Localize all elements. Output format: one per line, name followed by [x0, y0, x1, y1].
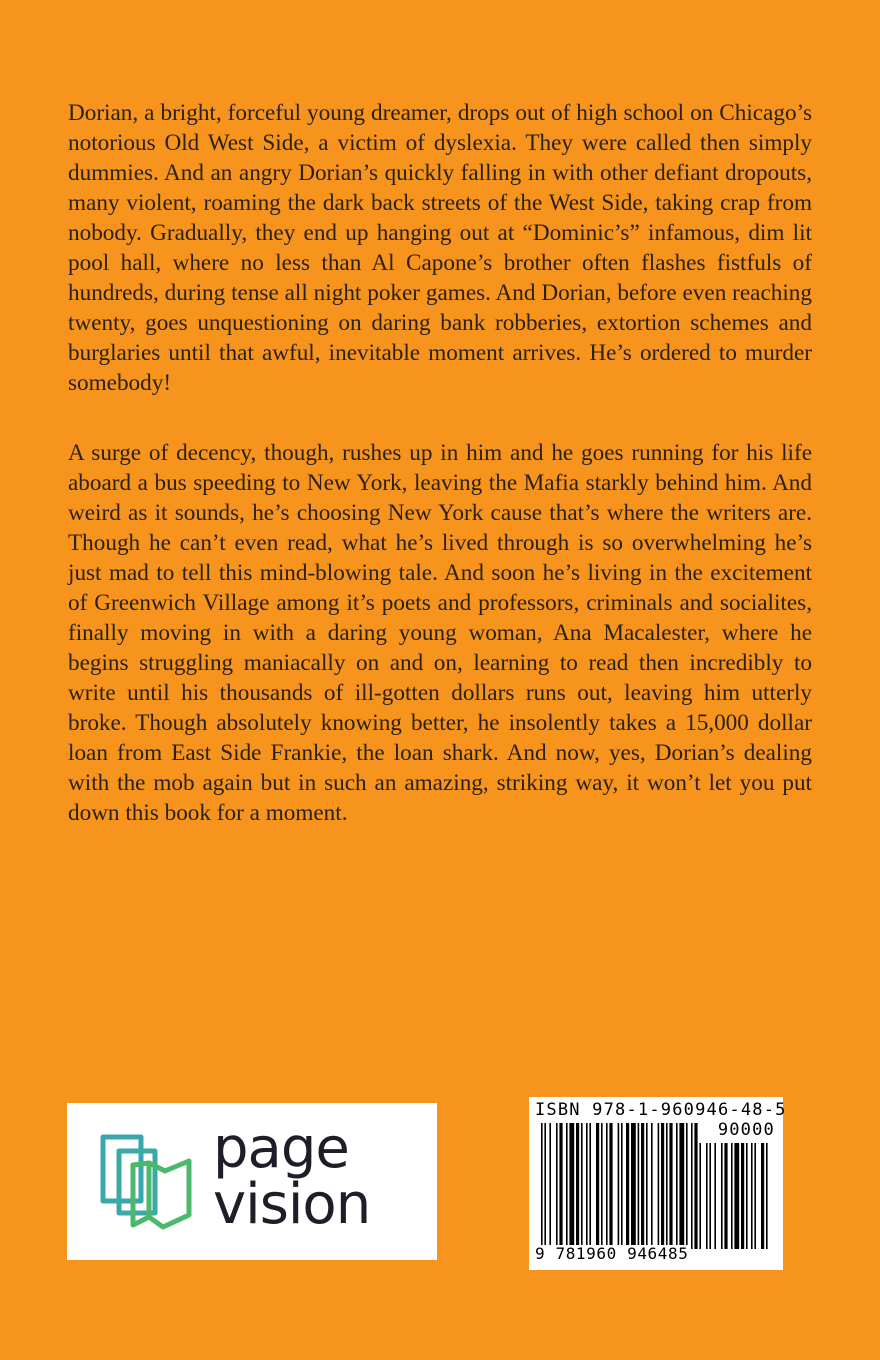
barcode-bar — [658, 1123, 660, 1249]
blurb-paragraph-1: Dorian, a bright, forceful young dreamer, drops out of high school on Chicago’s notorious Old West Side, a victim of dyslexia. They were called then simply dummies. And an angry Dorian’s quickly falling in with other defiant dropouts, many violent, roaming the dark back streets of the West Side, taking crap from nobody. Gradually, they end up hanging out at “Dominic’s” infamous, dim lit pool hall, where no less than Al Capone’s brother often flashes fistfuls of hundreds, during tense all night poker games. And Dorian, before even reaching twenty, goes unquestioning on daring bank robberies, extortion schemes and burglaries until that awful, inevitable moment arrives. He’s ordered to murder somebody! — [68, 100, 812, 396]
barcode-bar — [751, 1143, 753, 1249]
barcode-bar — [699, 1143, 701, 1249]
barcode-bar — [581, 1123, 583, 1249]
publisher-logo — [67, 1103, 437, 1260]
barcode-bar — [709, 1143, 711, 1249]
barcode-bar — [596, 1123, 599, 1249]
barcode-bar — [646, 1123, 648, 1249]
barcode-bar — [651, 1123, 653, 1249]
blurb-paragraph-2: A surge of decency, though, rushes up in him and he goes running for his life aboard a bus speeding to New York, leaving the Mafia starkly behind him. And weird as it sounds, he’s choosing New York cause that’s where the writers are. Though he can’t even read, what he’s lived through is so overwhelming he’s just mad to tell this mind-blowing tale. And soon he’s living in the excitement of Greenwich Village among it’s poets and professors, criminals and socialites, finally moving in with a daring young woman, Ana Macalester, where he begins struggling maniacally on and on, learning to read then incredibly to write until his thousands of ill-gotten dollars runs out, leaving him utterly broke. Though absolutely knowing better, he insolently takes a 15,000 dollar loan from East Side Frankie, the loan shark. And now, yes, Dorian’s dealing with the mob again but in such an amazing, striking way, it won’t let you put down this book for a moment. — [68, 440, 812, 826]
barcode-bar — [714, 1143, 716, 1249]
isbn-label: ISBN 978-1-960946-48-5 — [535, 1100, 787, 1120]
barcode-bar — [556, 1123, 558, 1249]
barcode-bar — [724, 1143, 727, 1249]
back-cover-blurb — [68, 98, 812, 868]
barcode-bar — [576, 1123, 579, 1249]
barcode-bar — [666, 1123, 668, 1249]
barcode-bar — [676, 1123, 678, 1249]
barcode-bar — [621, 1123, 623, 1249]
price-addon: 90000 — [717, 1120, 775, 1140]
barcode-bar — [541, 1123, 543, 1249]
barcode-bar — [544, 1123, 546, 1249]
barcode-bar — [631, 1123, 636, 1249]
barcode-bar — [609, 1123, 612, 1249]
publisher-name — [213, 1116, 371, 1237]
barcode-bar — [638, 1123, 640, 1249]
barcode-bar — [618, 1123, 620, 1249]
barcode-bar — [601, 1123, 603, 1249]
barcode-bar — [589, 1123, 591, 1249]
barcode-bar — [694, 1123, 697, 1249]
barcode-bar — [586, 1123, 588, 1249]
barcode-bar — [566, 1123, 568, 1249]
barcode-bar — [549, 1123, 551, 1249]
barcode-bar — [686, 1123, 688, 1249]
barcode-digits: 9 781960 946485 — [535, 1244, 689, 1263]
barcode-bar — [569, 1123, 574, 1249]
barcode-bar — [734, 1143, 739, 1249]
isbn-barcode — [529, 1097, 787, 1270]
barcode-bar — [766, 1143, 768, 1249]
barcode-bar — [661, 1123, 664, 1249]
barcode-bar — [721, 1143, 723, 1249]
barcode-bar — [761, 1143, 764, 1249]
barcode-bar — [559, 1123, 562, 1249]
barcode-bar — [706, 1143, 708, 1249]
barcode-bar — [754, 1143, 756, 1249]
logo-word-page: page — [213, 1116, 349, 1181]
barcode-bar — [626, 1123, 629, 1249]
barcode-bar — [691, 1123, 693, 1249]
logo-word-vision: vision — [213, 1172, 371, 1237]
barcode-bar — [731, 1143, 733, 1249]
barcode-bar — [669, 1123, 672, 1249]
barcode-bar — [741, 1143, 744, 1249]
barcode-bar — [606, 1123, 608, 1249]
barcode-bar — [746, 1143, 748, 1249]
barcode-bar — [641, 1123, 644, 1249]
barcode-bar — [679, 1123, 684, 1249]
open-book-pages-icon — [97, 1131, 195, 1235]
